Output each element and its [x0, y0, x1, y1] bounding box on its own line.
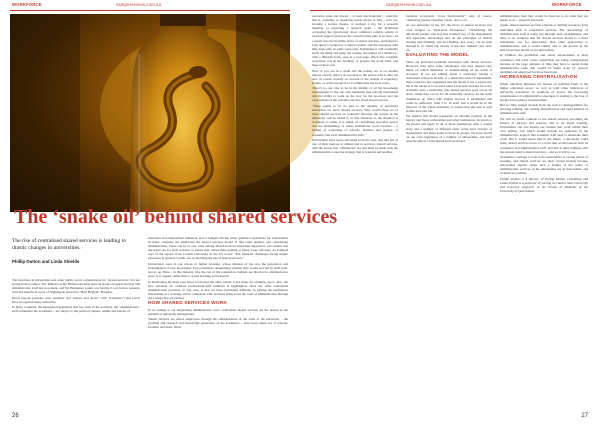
paragraph: Now, if you are in a chain and the buttery tea is on another remote control, there’s no recourse to the person who is shut out and, of course, nobody on account of the change of regulatory bodies, or of the resources to accommodate the local costs. — [312, 68, 398, 85]
paragraph: In an attempt to cut burgeoning administrative costs, centralised shared services are the newest in the emblem of university management. — [148, 307, 288, 316]
paragraph: business ecosystem; ‘cross functionality’; and, of course, ‘delivering greater customer value’, and so on. — [406, 14, 492, 23]
right-column-2 — [406, 14, 492, 412]
left-column-2 — [148, 236, 288, 411]
paragraph: In mentioning the mail, ever since it followed the other trends: it just must, for example, use it. Also, the new rationale for reduced professional-staff numbers is highlighted, since the other centralised administrative practices, in any case, is that we have increasing difficulty in getting the institutions functioning as a working, and in competent with, and thus bring down the costs of administration through the savings that are needed. — [148, 279, 288, 300]
magazine-url: campusreview.com.au — [386, 2, 432, 7]
right-page — [300, 0, 600, 425]
paragraph: There are profound problems associated with shared services. However, they have some advantages, but they depend very much on which definition or understanding of the terms is accepted. If we are talking about a university having a centralised transport facility, or a university-wide IT department, there would be few arguments that the model is not a sound one, but if the model is to be used when it has been decided for every academic unit, a university, that shared services goes across all areas, while they can be for all university services. In the same institution, an office with simple services is established and could be sufficient, from 5 to 10 staff, and it would be in the interests of the whole university to ensure that this unit is well staffed and well run. — [406, 59, 492, 113]
right-column-1 — [312, 14, 398, 412]
paragraph: Know anyone (patients with ‘students’ and ‘nurses’ and doctor’ with ‘academics’) and you’ll have recognised many university. — [12, 295, 140, 304]
paragraph: executive suite and placed – at least electronically – centrally, that is, academic or researcher needs advice or help – let’s say, booking a lecture theatre, or perhaps a trip for a research meeting, or preparing a research grant – the individual occupying the (previously most common) reliable admin or research support person in the school/faculty/unit, is no more. As a result, into the invisible abyss of shared services, and instead a long query is lodged in a central system, and the responses with help desk staff, in some cases jobs. Sometimes it will eventually reach the email and reply, the routine, the replies of a distinct to, with a different from, seen in a web page. Often this academic researcher can do the booking, or prepare the grant form, and then on their own. — [312, 14, 398, 68]
snake-bottle-illustration — [10, 14, 290, 212]
subheading-evaluating: EVALUATING THE MODEL — [406, 53, 470, 59]
byline: Phillip Dutton and Linda Shields — [12, 259, 80, 264]
author-bio: Phillip Dutton is a director of Phillip Dutton Consulting and Linda Shields is a professor of nursing at Charles Sturt University and honorary professor in the School of Medicine at the University of Queensland. — [500, 176, 588, 194]
paragraph: There’s no one else to be in the middle of all the knowledge management or the one who maintains that nobody maintained and the ability to work on the way for the processes and the expectations of the customer service in the shared service. — [312, 86, 398, 103]
paragraph: Again, shared services provide a means of shifting resources from individual units to centralised services. The ‘knowledge’ of administrative staff is being lost through such arrangements, and there is no evidence that the shared services model is a more sustainable one for universities than other approaches to administration, and it would simply add to the growth in the shared services model of our universities. — [500, 23, 588, 53]
left-column-1 — [12, 278, 140, 410]
paragraph: In addition, the promotion and career advancement of most academics and early career researchers are being compromised because of the large amounts of time they have to spend doing administrative tasks that would be better done by persons qualified and employed for those functions. — [500, 53, 588, 74]
paragraph: While education ministers are fixated on reducing funds to the higher education sector, as well as with other indicators of university executives in positions of power, the increasing centralisation of administrative structures is leading to the loss of people and positions in universities. — [500, 81, 588, 102]
section-label: WORKFORCE — [12, 2, 42, 7]
article-headline: The ‘snake oil’ behind shared services — [14, 206, 338, 228]
subheading-shared-services: HOW SHARED SERVICES WORK — [148, 301, 227, 306]
right-column-3 — [500, 14, 588, 412]
paragraph: education and employment ministers, and to budgets driving wider guidance aspirations for. Universities in many countries are embracing the shared services model of this other manner, and centralising administration. There can be no one, even among shared-services staunchest supporters, who denies that the hopes are for such services to ensure that, universities gaining at being a key rationale. As Lumped says of the reports from Cornell University in the US noted: ‘The financial challenges facing higher education in general, I think, are accelerating the use of shared services.’ — [148, 236, 288, 261]
header-rule — [310, 10, 590, 11]
header-rule — [10, 10, 290, 11]
paragraph: Academics continue to look to the universities as central places of learning, and shared services are their chosen models because universities should, rather than a feeling of the centre of administrative services of the universities are in their hands, and as much as possible. — [500, 154, 588, 176]
magazine-url: campusreview.com.au — [116, 2, 162, 7]
paragraph: Shared services are where employees through the administration of the work of the university – the teaching and research and knowledge generation of the academics – have been taken out of schools, faculties and units, fill in. — [148, 317, 288, 330]
paragraph: The functions in universities and other public sector organisations for ‘shared services’ did not spring from nowhere. Yes, Minister is the British television episode about a hospital that had 500 administrative staff but no patient, and Sir Humphrey points out (noting it was before patients, both did with the flowers of Nightingale Award for ‘Best Hygienic Hospital. — [12, 278, 140, 295]
paragraph: We will no doubt continue to see shared services becoming the subject of surveys and reviews, and to be found wanting. Universities can and should use models that work within their own setting, and which would include no reduction in the administrative support that academic staff need to undertake their work. But it would mean that in the future, a university could bring shared services down to a level that would benefit both its academics and administrative staff, and that is quite unlikely with the current trend to shared services – and so it will go on. — [500, 116, 588, 154]
standfirst: The rise of centralised shared services is leading to drastic changes in universities. — [12, 238, 127, 251]
paragraph: administration, then they would be freed up to do what they are meant to do – research and teach. — [500, 14, 588, 23]
section-label: WORKFORCE — [552, 2, 582, 7]
paragraph: But no fully judged models from the sector’s managerialists are showing nothing, but causing dissatisfaction and rapid attrition of administrative staff. — [500, 103, 588, 116]
page-number: 27 — [581, 413, 588, 419]
paragraph: Universities have been concerned from the start, and this has as one of their purpose to embed and in services, shared services, with the notion that ‘efficiencies’ are and must be made with the administrative corporate strategy that is found in universities. — [312, 137, 398, 155]
paragraph: We believe this model represents an extreme position in the history and many universities and other institutions. In practice, the model will apply to all of those institutions with a central body and a number of different units; some have clusters of departments and share some services in groups. We have drawn on our own experience of a number of universities, and have seen the effects of the shared services model. — [406, 114, 492, 143]
page-number: 26 — [12, 413, 19, 419]
paragraph: At one university in the US, the move to shared services was even badged as ‘Operation Excellence’. Underlining the university leaders who buy this claimed way of the departments and especially universities and on the principles of critical reading and thinking, and fact-finding, that every can be seen through it, so called but, mostly of the idea ‘bullshit’ and ‘non’ on. — [406, 23, 492, 53]
paragraph: In many countries, the managerial hegemony that has risen in the academy, the ‘administrative’ staff outnumber the academics – are subject to the political capture, whims and fancies of — [12, 305, 140, 314]
hero-photo — [10, 14, 290, 212]
subheading-centralisation: INCREASING CENTRALISATION — [500, 74, 578, 80]
paragraph: Universities were in our places of higher learning, whose mission of the was the generation and promulgation of new knowledge. Few parameters determining whether they would end run by staff from, and so on. Here – in this industry, like the rest of the population, budgets are directed to administrative posts, it is argued, rather than to actual teaching and research. — [148, 261, 288, 279]
paragraph: ‘There seems to be no end to the appetite of university executives for more shared services. Why would more no of these shared services be required? Because the people in the university will be added if, in this whatever is, the situation is accepted, or rather, it is added: of centralising executive power and the dismantling of whole institutions: local loyalties – a feeling of ownership of schools, faculties and groups, of academic and local administrative staff.’ — [312, 103, 398, 137]
